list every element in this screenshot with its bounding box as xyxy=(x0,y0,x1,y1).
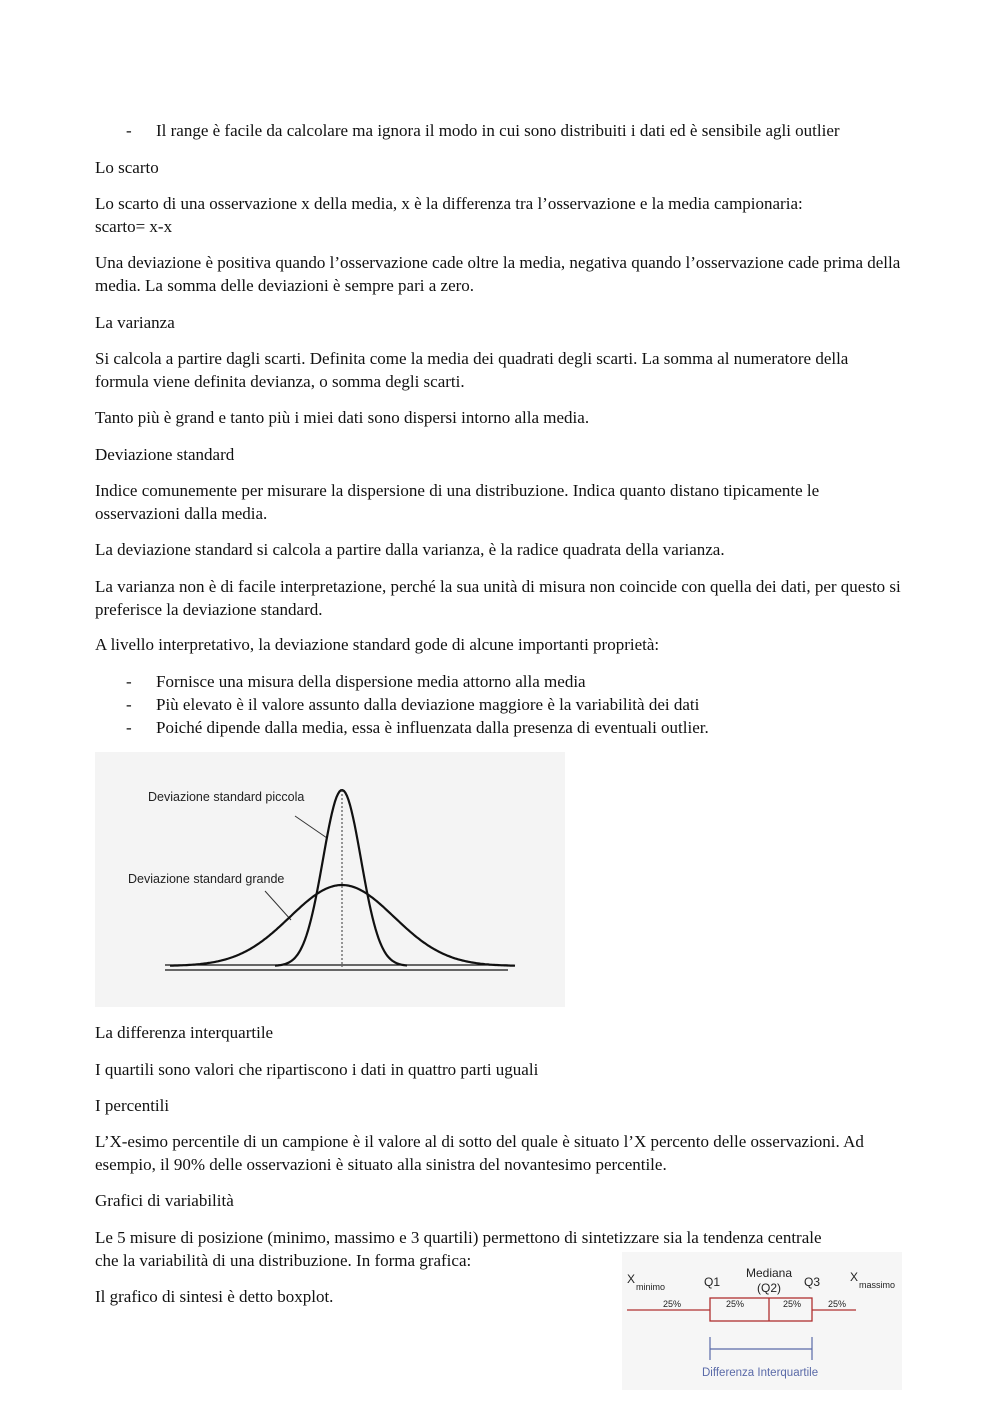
devstd-heading: Deviazione standard xyxy=(95,445,235,464)
percentili-heading: I percentili xyxy=(95,1096,170,1115)
grafici-paragraph-1: Le 5 misure di posizione (minimo, massimo e 3 quartili) permettono di sintetizzare sia la tendenza centrale che la variabilità di una distribuzione. In forma grafica: xyxy=(95,1228,822,1270)
xmax-letter: X xyxy=(850,1270,859,1284)
pct-label: 25% xyxy=(726,1299,745,1309)
label-small-std: Deviazione standard piccola xyxy=(148,790,305,804)
grafici-paragraph-2: Il grafico di sintesi è detto boxplot. xyxy=(95,1287,334,1306)
pct-label: 25% xyxy=(663,1299,682,1309)
iqr-heading: La differenza interquartile xyxy=(95,1023,274,1042)
devstd-paragraph-2: La deviazione standard si calcola a partire dalla varianza, è la radice quadrata della varianza. xyxy=(95,540,725,559)
devstd-bullet-list xyxy=(95,670,905,739)
scarto-paragraph-2: Una deviazione è positiva quando l’osservazione cade oltre la media, negativa quando l’osservazione cade prima della media. La somma delle deviazioni è sempre pari a zero. xyxy=(95,253,901,295)
pct-label: 25% xyxy=(828,1299,847,1309)
range-bullet-list xyxy=(95,119,905,142)
median-q2-label: (Q2) xyxy=(757,1281,781,1295)
devstd-paragraph-3: La varianza non è di facile interpretazione, perché la sua unità di misura non coincide con quella dei dati, per questo si preferisce la deviazione standard. xyxy=(95,577,901,619)
pct-label: 25% xyxy=(783,1299,802,1309)
varianza-heading: La varianza xyxy=(95,313,175,332)
percentili-paragraph: L’X-esimo percentile di un campione è il valore al di sotto del quale è situato l’X percento delle osservazioni. Ad esempio, il 90% delle osservazioni è situato alla sinistra del novantesimo percentile. xyxy=(95,1132,864,1174)
label-large-std: Deviazione standard grande xyxy=(128,872,285,886)
xmin-letter: X xyxy=(627,1272,636,1286)
xmax-subscript: massimo xyxy=(859,1280,896,1290)
varianza-paragraph-2: Tanto più è grand e tanto più i miei dati sono dispersi intorno alla media. xyxy=(95,408,590,427)
median-label: Mediana xyxy=(745,1266,793,1280)
iqr-label: Differenza Interquartile xyxy=(702,1367,819,1379)
list-item: - Il range è facile da calcolare ma ignora il modo in cui sono distribuiti i dati ed è sensibile agli outlier xyxy=(126,121,840,140)
scarto-paragraph-1: Lo scarto di una osservazione x della media, x è la differenza tra l’osservazione e la media campionaria: scarto= x-x xyxy=(95,194,803,236)
scarto-heading: Lo scarto xyxy=(95,158,159,177)
devstd-paragraph-1: Indice comunemente per misurare la dispersione di una distribuzione. Indica quanto distano tipicamente le osservazioni dalla media. xyxy=(95,481,820,523)
boxplot-figure xyxy=(622,1252,902,1390)
grafici-heading: Grafici di variabilità xyxy=(95,1191,234,1210)
q3-label: Q3 xyxy=(804,1275,821,1289)
devstd-paragraph-4: A livello interpretativo, la deviazione standard gode di alcune importanti proprietà: xyxy=(95,635,660,654)
std-deviation-figure xyxy=(95,752,565,1007)
list-item: - Poiché dipende dalla media, essa è influenzata dalla presenza di eventuali outlier. xyxy=(126,718,709,737)
list-item: - Più elevato è il valore assunto dalla deviazione maggiore è la variabilità dei dati xyxy=(126,695,700,714)
varianza-paragraph-1: Si calcola a partire dagli scarti. Definita come la media dei quadrati degli scarti. La somma al numeratore della formula viene definita devianza, o somma degli scarti. xyxy=(95,349,849,391)
xmin-subscript: minimo xyxy=(636,1282,666,1292)
iqr-paragraph: I quartili sono valori che ripartiscono i dati in quattro parti uguali xyxy=(95,1060,539,1079)
list-item: - Fornisce una misura della dispersione media attorno alla media xyxy=(126,672,586,691)
q1-label: Q1 xyxy=(704,1275,721,1289)
